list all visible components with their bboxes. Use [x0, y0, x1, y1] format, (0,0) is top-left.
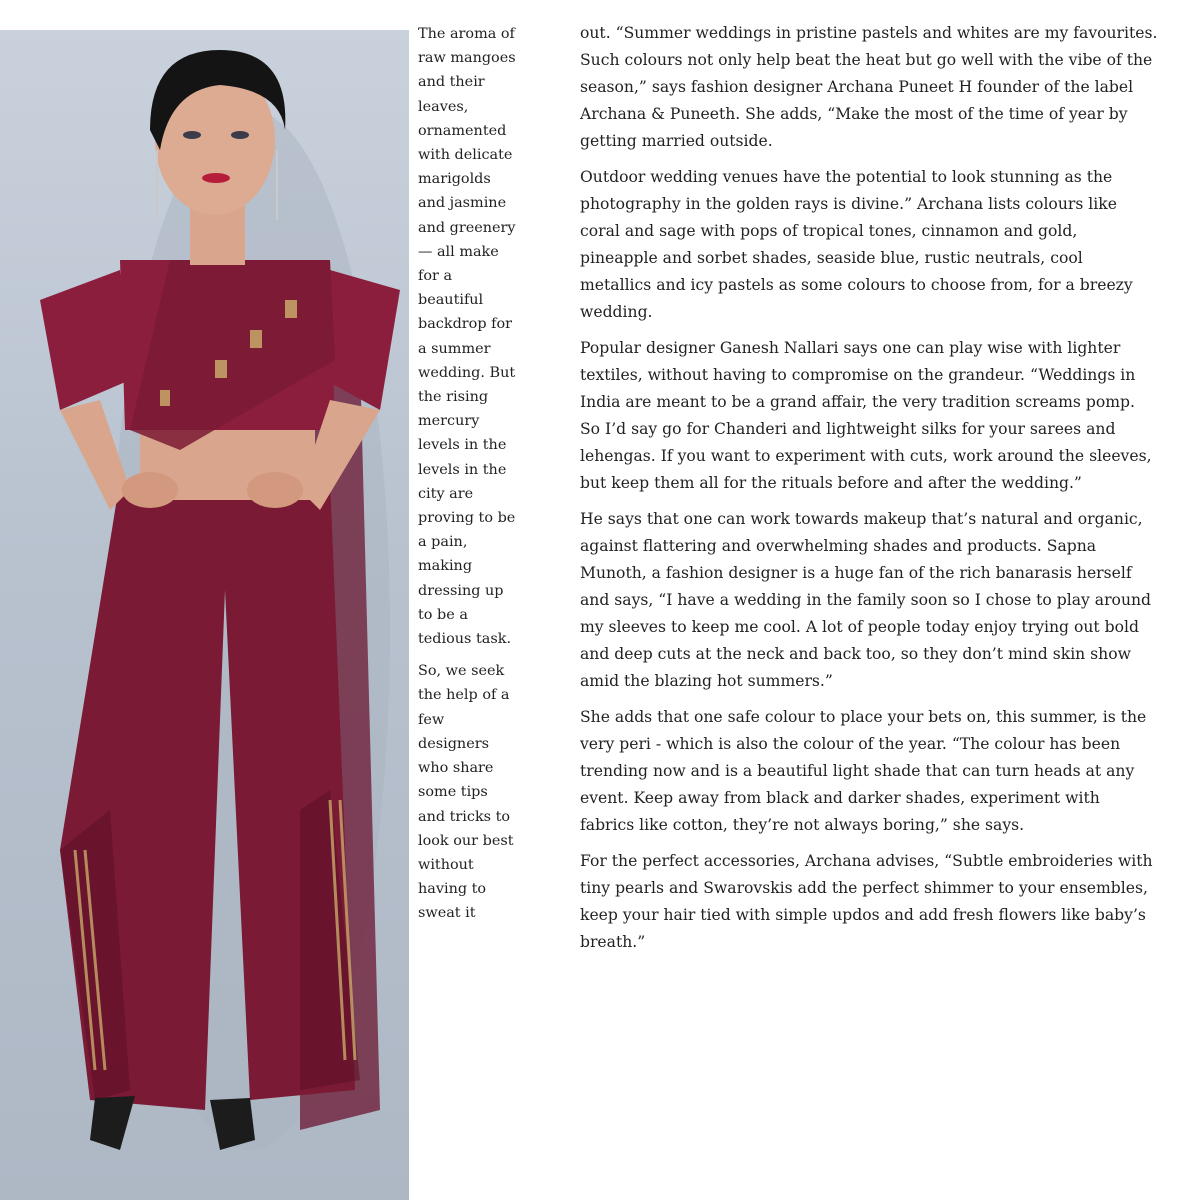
- article-body-column: [580, 20, 1158, 965]
- fashion-model-photo: [0, 30, 409, 1200]
- model-illustration: [0, 30, 409, 1200]
- article-paragraph-3: Popular designer Ganesh Nallari says one can play wise with lighter textiles, without having to compromise on the grandeur. “Weddings in India are meant to be a grand affair, the very tradition screams pomp. So I’d say go for Chanderi and lightweight silks for your sarees and lehengas. If you want to experiment with cuts, work around the sleeves, but keep them all for the rituals before and after the wedding.”: [580, 339, 1152, 492]
- intro-paragraph-1: The aroma of raw mangoes and their leaves, ornamented with delicate marigolds and jasmine and greenery — all make for a beautiful backdrop for a summer wedding. But the rising mercury levels in the levels in the city are proving to be a pain, making dressing up to be a tedious task.: [418, 26, 516, 648]
- article-paragraph-1: out. “Summer weddings in pristine pastels and whites are my favourites. Such colours not only help beat the heat but go well with the vibe of the season,” says fashion designer Archana Puneet H founder of the label Archana & Puneeth. She adds, “Make the most of the time of year by getting married outside.: [580, 24, 1158, 150]
- article-paragraph-5: She adds that one safe colour to place your bets on, this summer, is the very peri - which is also the colour of the year. “The colour has been trending now and is a beautiful light shade that can turn heads at any event. Keep away from black and darker shades, experiment with fabrics like cotton, they’re not always boring,” she says.: [580, 708, 1147, 834]
- intro-paragraph-2: So, we seek the help of a few designers who share some tips and tricks to look our best without having to sweat it: [418, 663, 514, 922]
- article-paragraph-4: He says that one can work towards makeup that’s natural and organic, against flattering and overwhelming shades and products. Sapna Munoth, a fashion designer is a huge fan of the rich banarasis herself and says, “I have a wedding in the family soon so I chose to play around my sleeves to keep me cool. A lot of people today enjoy trying out bold and deep cuts at the neck and back too, so they don’t mind skin show amid the blazing hot summers.”: [580, 510, 1152, 690]
- intro-column: [418, 22, 518, 934]
- article-paragraph-6: For the perfect accessories, Archana advises, “Subtle embroideries with tiny pearls and Swarovskis add the perfect shimmer to your ensembles, keep your hair tied with simple updos and add fresh flowers like baby’s breath.”: [580, 852, 1153, 951]
- article-paragraph-2: Outdoor wedding venues have the potential to look stunning as the photography in the golden rays is divine.” Archana lists colours like coral and sage with pops of tropical tones, cinnamon and gold, pineapple and sorbet shades, seaside blue, rustic neutrals, cool metallics and icy pastels as some colours to choose from, for a breezy wedding.: [580, 168, 1133, 321]
